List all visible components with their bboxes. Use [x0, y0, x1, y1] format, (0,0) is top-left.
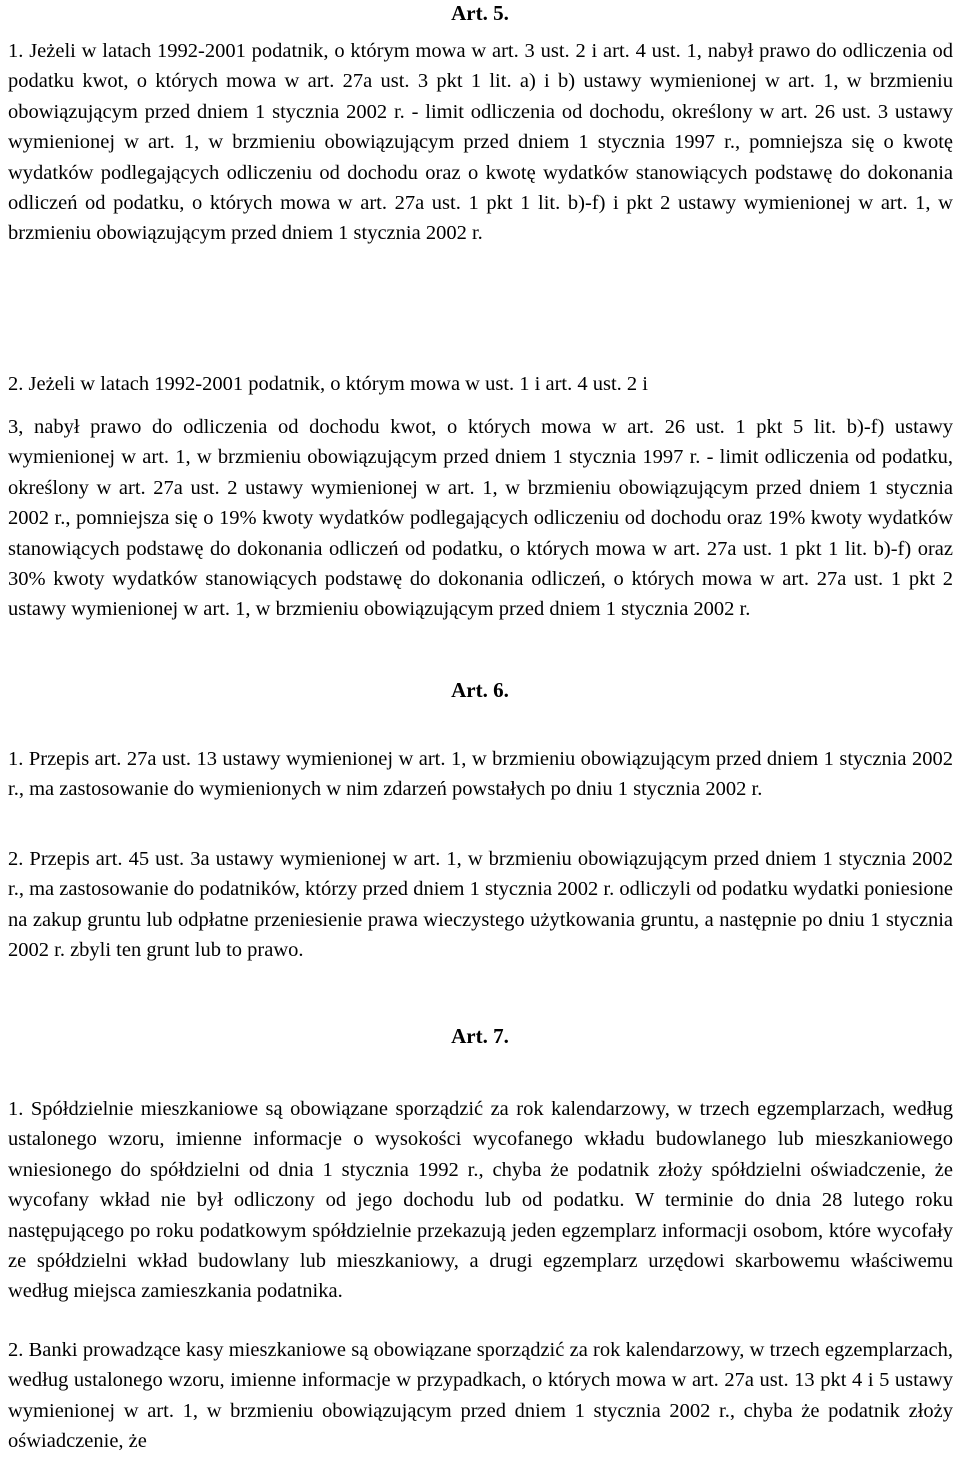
article-6-heading: Art. 6. [451, 678, 509, 702]
article-6-paragraph-1: 1. Przepis art. 27a ust. 13 ustawy wymienionej w art. 1, w brzmieniu obowiązującym przed dniem 1 stycznia 2002 r., ma zastosowanie do wymienionych w nim zdarzeń powstałych po dniu 1 stycznia 2002 r. [8, 748, 953, 801]
article-7-paragraph-1: 1. Spółdzielnie mieszkaniowe są obowiązane sporządzić za rok kalendarzowy, w trzech egzemplarzach, według ustalonego wzoru, imienne informacje o wysokości wycofanego wkładu budowlanego lub mieszkaniowego wniesionego do spółdzielni od dnia 1 stycznia 1992 r., chyba że podatnik złoży spółdzielni oświadczenie, że wycofany wkład nie był odliczony od jego dochodu lub od podatku. W terminie do dnia 28 lutego roku następującego po roku podatkowym spółdzielnie przekazują jeden egzemplarz informacji osobom, które wycofały ze spółdzielni wkład budowlany lub mieszkaniowy, a drugi egzemplarz urzędowi skarbowemu właściwemu według miejsca zamieszkania podatnika. [8, 1098, 953, 1303]
article-6-paragraph-2: 2. Przepis art. 45 ust. 3a ustawy wymienionej w art. 1, w brzmieniu obowiązującym przed dniem 1 stycznia 2002 r., ma zastosowanie do podatników, którzy przed dniem 1 stycznia 2002 r. odliczyli od podatku wydatki poniesione na zakup gruntu lub odpłatne przeniesienie prawa wieczystego użytkowania gruntu, a następnie po dniu 1 stycznia 2002 r. zbyli ten grunt lub to prawo. [8, 848, 953, 962]
article-5-paragraph-2-first-line: 2. Jeżeli w latach 1992-2001 podatnik, o którym mowa w ust. 1 i art. 4 ust. 2 i [8, 373, 648, 395]
article-5-paragraph-2: 3, nabył prawo do odliczenia od dochodu kwot, o których mowa w art. 26 ust. 1 pkt 5 lit. b)-f) ustawy wymienionej w art. 1, w brzmieniu obowiązującym przed dniem 1 stycznia 1997 r. - limit odliczenia od podatku, określony w art. 27a ust. 2 ustawy wymienionej w art. 1, w brzmieniu obowiązującym przed dniem 1 stycznia 2002 r., pomniejsza się o 19% kwoty wydatków podlegających odliczeniu od dochodu oraz 19% kwoty wydatków stanowiących podstawę do dokonania odliczeń od podatku, o których mowa w art. 27a ust. 1 pkt 1 lit. b)-f) oraz 30% kwoty wydatków stanowiących podstawę do dokonania odliczeń, o których mowa w art. 27a ust. 1 pkt 2 ustawy wymienionej w art. 1, w brzmieniu obowiązującym przed dniem 1 stycznia 2002 r. [8, 416, 953, 621]
article-7-paragraph-2: 2. Banki prowadzące kasy mieszkaniowe są obowiązane sporządzić za rok kalendarzowy, w trzech egzemplarzach, według ustalonego wzoru, imienne informacje w przypadkach, o których mowa w art. 27a ust. 13 pkt 4 i 5 ustawy wymienionej w art. 1, w brzmieniu obowiązującym przed dniem 1 stycznia 2002 r., chyba że podatnik złoży oświadczenie, że [8, 1339, 953, 1453]
article-5-paragraph-1: 1. Jeżeli w latach 1992-2001 podatnik, o którym mowa w art. 3 ust. 2 i art. 4 ust. 1, nabył prawo do odliczenia od podatku kwot, o których mowa w art. 27a ust. 3 pkt 1 lit. a) i b) ustawy wymienionej w art. 1, w brzmieniu obowiązującym przed dniem 1 stycznia 2002 r. - limit odliczenia od dochodu, określony w art. 26 ust. 3 ustawy wymienionej w art. 1, w brzmieniu obowiązującym przed dniem 1 stycznia 1997 r., pomniejsza się o kwotę wydatków podlegających odliczeniu od dochodu oraz o kwotę wydatków stanowiących podstawę do dokonania odliczeń od podatku, o których mowa w art. 27a ust. 1 pkt 1 lit. b)-f) i pkt 2 ustawy wymienionej w art. 1, w brzmieniu obowiązującym przed dniem 1 stycznia 2002 r. [8, 40, 953, 245]
article-7-heading: Art. 7. [451, 1024, 509, 1048]
article-5-heading: Art. 5. [451, 1, 509, 25]
